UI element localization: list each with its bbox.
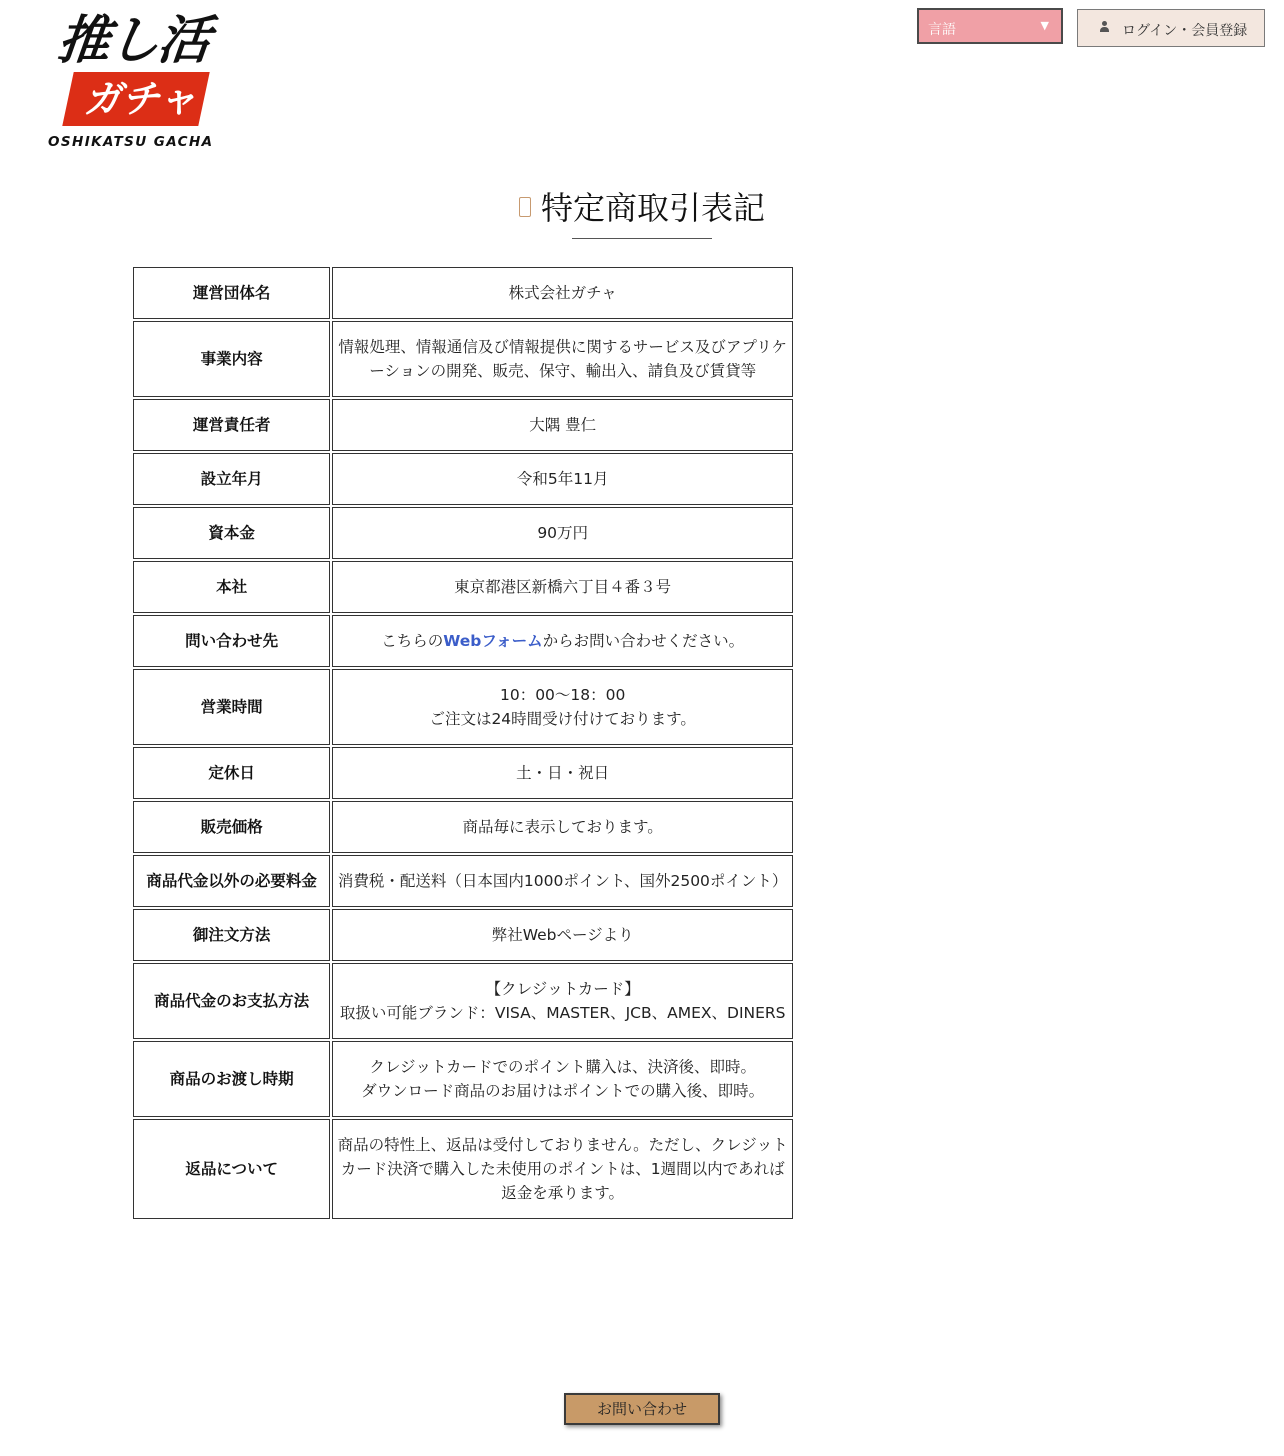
title-underline [572, 238, 712, 239]
row-value-line: 90万円 [537, 524, 589, 542]
page-title-text: 特定商取引表記 [540, 189, 765, 227]
row-value [332, 453, 793, 505]
table-row [133, 1119, 793, 1219]
commerce-info-table [131, 265, 795, 1221]
row-label: 営業時間 [133, 669, 330, 745]
table-row [133, 561, 793, 613]
row-value [332, 909, 793, 961]
language-select-label: 言語 [928, 22, 956, 38]
row-value [332, 1119, 793, 1219]
row-value-line: クレジットカードでのポイント購入は、決済後、即時。 [369, 1058, 756, 1076]
row-value [332, 615, 793, 667]
logo-mid-text: ガチャ [83, 77, 197, 121]
table-row [133, 399, 793, 451]
row-value [332, 855, 793, 907]
row-label: 定休日 [133, 747, 330, 799]
logo-top-text: 推し活 [54, 11, 212, 71]
row-value [332, 399, 793, 451]
row-label: 資本金 [133, 507, 330, 559]
table-row [133, 267, 793, 319]
table-row [133, 321, 793, 397]
row-label: 設立年月 [133, 453, 330, 505]
row-value-line: 東京都港区新橋六丁目４番３号 [454, 578, 672, 596]
table-row [133, 1041, 793, 1117]
row-value-line: 情報処理、情報通信及び情報提供に関するサービス及びアプリケーションの開発、販売、保守、輸出入、請負及び賃貸等 [338, 338, 787, 380]
login-register-label: ログイン・会員登録 [1122, 23, 1248, 39]
table-row [133, 963, 793, 1039]
logo-bottom-text: OSHIKATSU GACHA [48, 134, 214, 150]
row-label: 商品代金のお支払方法 [133, 963, 330, 1039]
row-value [332, 321, 793, 397]
row-value-line: 【クレジットカード】 [485, 980, 640, 998]
language-select[interactable] [917, 8, 1063, 44]
table-row [133, 909, 793, 961]
user-icon [1100, 21, 1109, 33]
row-label: 運営団体名 [133, 267, 330, 319]
row-value-line: 取扱い可能ブランド：VISA、MASTER、JCB、AMEX、DINERS [339, 1004, 786, 1022]
row-value [332, 747, 793, 799]
table-row [133, 669, 793, 745]
row-value-line: 大隅 豊仁 [529, 416, 597, 434]
row-value-line: 10：00〜18：00 [499, 686, 626, 704]
logo[interactable] [46, 10, 222, 154]
page-title-wrap [0, 184, 1284, 232]
row-value-line: 弊社Webページより [491, 926, 634, 944]
document-icon [519, 197, 531, 217]
row-value-line: ご注文は24時間受け付けております。 [429, 710, 696, 728]
contact-button[interactable]: お問い合わせ [564, 1393, 720, 1425]
row-value-line: 商品の特性上、返品は受付しておりません。ただし、クレジットカード決済で購入した未使用のポイントは、1週間以内であれば返金を承ります。 [337, 1136, 788, 1202]
row-value-line: 株式会社ガチャ [508, 284, 617, 302]
table-row [133, 747, 793, 799]
row-value [332, 963, 793, 1039]
row-value-line: 商品毎に表示しております。 [462, 818, 663, 836]
web-form-link[interactable]: Webフォーム [443, 632, 543, 650]
page-title [519, 184, 765, 232]
table-row [133, 615, 793, 667]
row-label: 問い合わせ先 [133, 615, 330, 667]
row-value-line: ダウンロード商品のお届けはポイントでの購入後、即時。 [361, 1082, 765, 1100]
row-label: 事業内容 [133, 321, 330, 397]
row-label: 返品について [133, 1119, 330, 1219]
table-row [133, 855, 793, 907]
row-label: 本社 [133, 561, 330, 613]
login-register-button[interactable] [1077, 9, 1265, 47]
contact-prefix: こちらの [381, 632, 444, 650]
row-value [332, 1041, 793, 1117]
table-row [133, 801, 793, 853]
row-label: 御注文方法 [133, 909, 330, 961]
table-row [133, 507, 793, 559]
row-value-line: 消費税・配送料（日本国内1000ポイント、国外2500ポイント） [337, 872, 788, 890]
row-value-line: 令和5年11月 [516, 470, 609, 488]
row-value [332, 561, 793, 613]
row-value [332, 507, 793, 559]
table-row [133, 453, 793, 505]
row-label: 運営責任者 [133, 399, 330, 451]
contact-suffix: からお問い合わせください。 [542, 632, 745, 650]
row-label: 商品のお渡し時期 [133, 1041, 330, 1117]
row-value [332, 669, 793, 745]
row-label: 商品代金以外の必要料金 [133, 855, 330, 907]
row-label: 販売価格 [133, 801, 330, 853]
row-value [332, 267, 793, 319]
chevron-down-icon: ▼ [1040, 19, 1049, 32]
row-value-line: 土・日・祝日 [516, 764, 610, 782]
row-value [332, 801, 793, 853]
